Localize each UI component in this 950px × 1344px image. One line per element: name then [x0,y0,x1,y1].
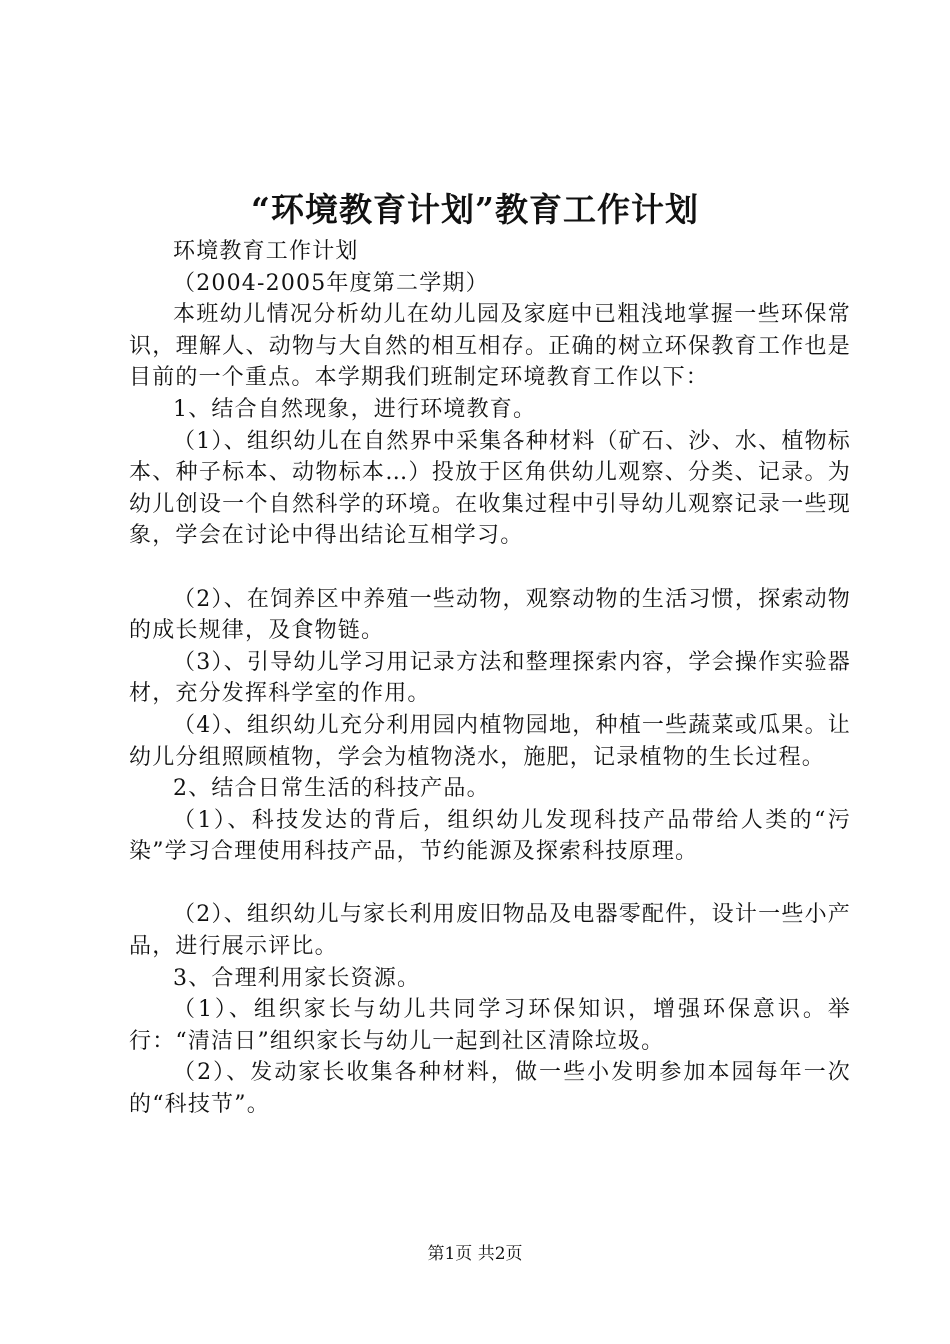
paragraph-1-1: （1）、组织幼儿在自然界中采集各种材料（矿石、沙、水、植物标本、种子标本、动物标本…）投放于区角供幼儿观察、分类、记录。为幼儿创设一个自然科学的环境。在收集过程中引导幼儿观察记录一些现象，学会在讨论中得出结论互相学习。 [129,428,851,549]
paragraph-2-2: （2）、组织幼儿与家长利用废旧物品及电器零配件，设计一些小产品，进行展示评比。 [129,902,851,960]
paragraph-1-2: （2）、在饲养区中养殖一些动物，观察动物的生活习惯，探索动物的成长规律，及食物链。 [129,586,851,644]
paragraph-1-3: （3）、引导幼儿学习用记录方法和整理探索内容，学会操作实验器材，充分发挥科学室的作用。 [129,649,851,707]
paragraph-2-1: （1）、科技发达的背后，组织幼儿发现科技产品带给人类的“污染”学习合理使用科技产品，节约能源及探索科技原理。 [129,807,851,865]
paragraph-term: （2004-2005年度第二学期） [173,270,489,296]
document-body [129,236,851,1121]
section-heading-3: 3、合理利用家长资源。 [173,965,421,991]
section-heading-1: 1、结合自然现象，进行环境教育。 [173,396,537,422]
paragraph-3-1: （1）、组织家长与幼儿共同学习环保知识，增强环保意识。举行：“清洁日”组织家长与幼儿一起到社区清除垃圾。 [129,997,851,1054]
document-title: “环境教育计划”教育工作计划 [251,190,699,229]
page-footer: 第1页 共2页 [427,1244,523,1264]
paragraph-1-4: （4）、组织幼儿充分利用园内植物园地，种植一些蔬菜或瓜果。让幼儿分组照顾植物，学会为植物浇水，施肥，记录植物的生长过程。 [129,712,851,770]
paragraph-subtitle: 环境教育工作计划 [173,239,359,264]
section-heading-2: 2、结合日常生活的科技产品。 [173,776,490,802]
paragraph-intro: 本班幼儿情况分析幼儿在幼儿园及家庭中已粗浅地掌握一些环保常识，理解人、动物与大自然的相互相存。正确的树立环保教育工作也是目前的一个重点。本学期我们班制定环境教育工作以下： [129,302,851,391]
paragraph-3-2: （2）、发动家长收集各种材料，做一些小发明参加本园每年一次的“科技节”。 [129,1060,851,1118]
